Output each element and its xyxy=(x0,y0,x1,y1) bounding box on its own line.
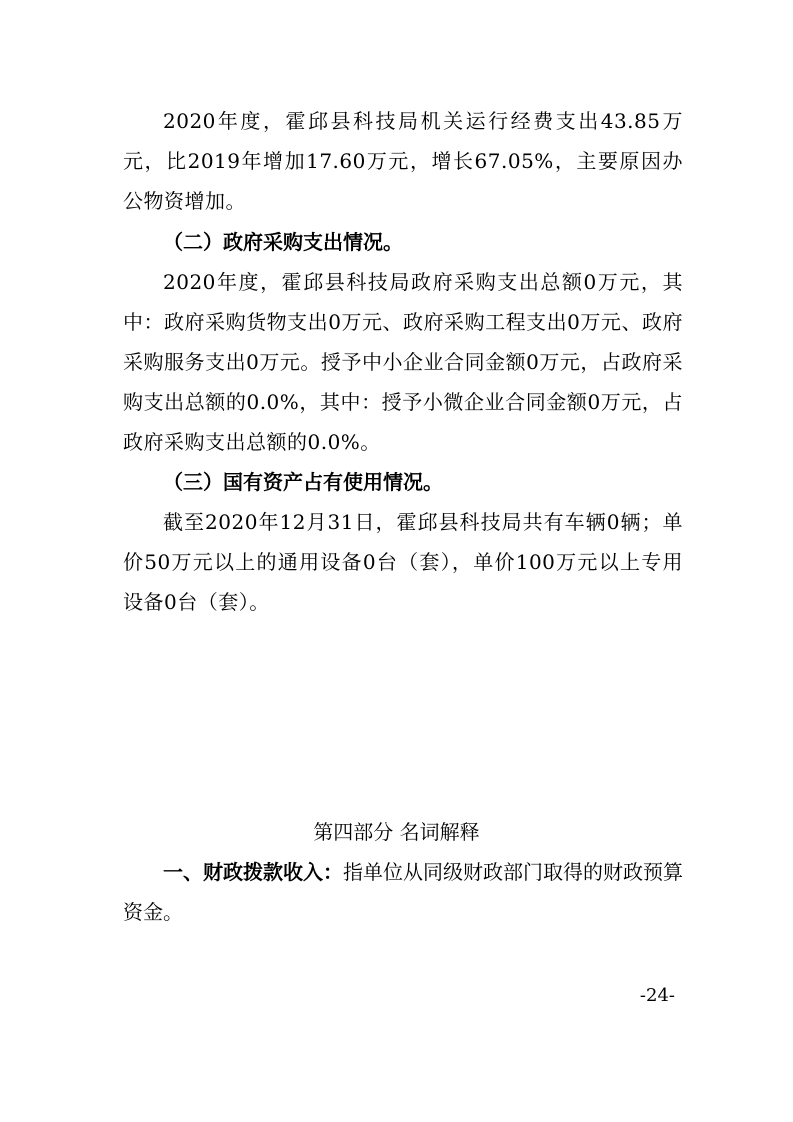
page-number: -24- xyxy=(639,985,675,1006)
term-text: 指单位从同级财政部门取得的财政预算资金。 xyxy=(123,860,683,924)
paragraph-operating-expenses: 2020年度，霍邱县科技局机关运行经费支出43.85万元，比2019年增加17.60万元，增长67.05%，主要原因办公物资增加。 xyxy=(123,109,683,213)
section-title: 第四部分 名词解释 xyxy=(313,820,480,844)
heading-state-assets: （三）国有资产占有使用情况。 xyxy=(163,470,443,494)
term-definition-fiscal-appropriation xyxy=(123,852,683,932)
heading-government-procurement: （二）政府采购支出情况。 xyxy=(163,230,403,254)
paragraph-state-assets: 截至2020年12月31日，霍邱县科技局共有车辆0辆；单价50万元以上的通用设备0台（套），单价100万元以上专用设备0台（套）。 xyxy=(123,510,683,614)
paragraph-government-procurement: 2020年度，霍邱县科技局政府采购支出总额0万元，其中：政府采购货物支出0万元、政府采购工程支出0万元、政府采购服务支出0万元。授予中小企业合同金额0万元，占政府采购支出总额的0.0%，其中：授予小微企业合同金额0万元，占政府采购支出总额的0.0%。 xyxy=(123,270,683,454)
term-label: 一、财政拨款收入： xyxy=(163,860,343,884)
